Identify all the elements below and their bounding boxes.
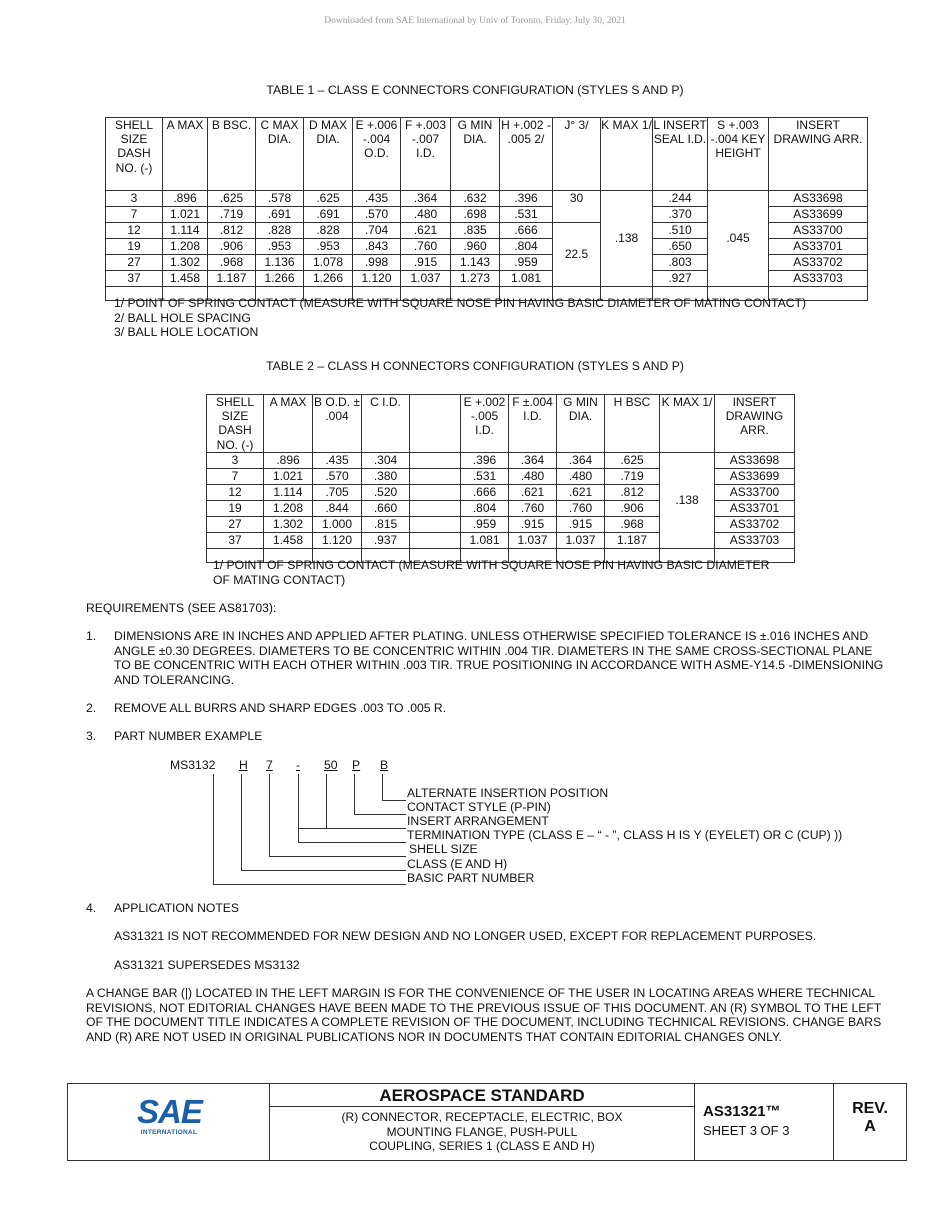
- table2-cell: 19: [207, 500, 264, 516]
- table1-cell: AS33701: [769, 239, 868, 255]
- document-title-line: (R) CONNECTOR, RECEPTACLE, ELECTRIC, BOX: [341, 1110, 623, 1124]
- table1-cell: .650: [653, 239, 708, 255]
- table2-cell: 3: [207, 452, 264, 468]
- table2-header-cell: G MIN DIA.: [557, 395, 605, 453]
- table1-cell: .625: [304, 191, 353, 207]
- table1-cell: .480: [401, 207, 451, 223]
- leader-line: [269, 856, 406, 857]
- requirement-3-number: 3.: [86, 729, 97, 743]
- table2-header-cell: INSERT DRAWING ARR.: [715, 395, 795, 453]
- document-title-line: COUPLING, SERIES 1 (CLASS E AND H): [369, 1139, 595, 1153]
- table1-cell: .968: [208, 255, 256, 271]
- table1-cell: AS33702: [769, 255, 868, 271]
- table2-header-cell: H BSC: [605, 395, 660, 453]
- table2-cell: .396: [461, 452, 509, 468]
- table2-cell: 1.037: [557, 532, 605, 548]
- title-block-rev-cell: [834, 1084, 906, 1160]
- part-label-termination: TERMINATION TYPE (CLASS E – “ - ”, CLASS H IS Y (EYELET) OR C (CUP) )): [407, 828, 843, 842]
- table1-header-cell: SHELL SIZE DASH NO. (-): [106, 118, 163, 191]
- table1-header-cell: F +.003 -.007 I.D.: [401, 118, 451, 191]
- table1-cell: .704: [353, 223, 401, 239]
- table1-title: TABLE 1 – CLASS E CONNECTORS CONFIGURATION (STYLES S AND P): [266, 83, 684, 97]
- table1-cell: .370: [653, 207, 708, 223]
- table1-cell: .927: [653, 271, 708, 287]
- table1-cell: 1.458: [163, 271, 208, 287]
- leader-line: [298, 828, 406, 829]
- table1-cell: 37: [106, 271, 163, 287]
- table2-cell: [410, 532, 461, 548]
- table2-cell: .364: [509, 452, 557, 468]
- table1-cell: 1.114: [163, 223, 208, 239]
- revision-label: REV.: [852, 1100, 888, 1117]
- table1-cell: .510: [653, 223, 708, 239]
- table2-cell: .435: [313, 452, 362, 468]
- table2-cell: 27: [207, 516, 264, 532]
- table1-cell: 1.136: [256, 255, 304, 271]
- leader-line: [326, 774, 327, 829]
- table1-cell: .828: [256, 223, 304, 239]
- table2-cell: [410, 468, 461, 484]
- table1-cell: .666: [500, 223, 553, 239]
- requirement-4-text: APPLICATION NOTES: [114, 901, 240, 915]
- table2-cell: .570: [313, 468, 362, 484]
- table1-k-cell: .138: [601, 191, 653, 287]
- table2-cell: .815: [362, 516, 410, 532]
- table1-cell: 1.273: [451, 271, 500, 287]
- leader-line: [241, 870, 406, 871]
- table2-cell: 1.208: [264, 500, 313, 516]
- part-label-position: ALTERNATE INSERTION POSITION: [407, 786, 609, 800]
- table1-header-cell: B BSC.: [208, 118, 256, 191]
- leader-line: [354, 814, 406, 815]
- table1-cell: 1.187: [208, 271, 256, 287]
- document-title-line: MOUNTING FLANGE, PUSH-PULL: [386, 1124, 578, 1139]
- change-bar-line: REVISIONS, NOT EDITORIAL CHANGES HAVE BEEN MADE TO THE PREVIOUS ISSUE OF THIS DOCUMENT. AN (R) SYMBOL TO THE LEFT: [86, 1000, 882, 1015]
- table2-cell: .666: [461, 484, 509, 500]
- part-label-contact: CONTACT STYLE (P-PIN): [407, 800, 551, 814]
- table2-cell: .959: [461, 516, 509, 532]
- table1-s-cell: .045: [708, 191, 769, 287]
- table1-cell: 1.266: [304, 271, 353, 287]
- table1-cell: AS33700: [769, 223, 868, 239]
- table1-cell: .364: [401, 191, 451, 207]
- table1-cell: .691: [304, 207, 353, 223]
- table1-cell: .804: [500, 239, 553, 255]
- table2-cell: .625: [605, 452, 660, 468]
- table2-cell: .719: [605, 468, 660, 484]
- table2-note: [213, 558, 769, 587]
- leader-line: [241, 774, 242, 871]
- table2-note-line-1: 1/ POINT OF SPRING CONTACT (MEASURE WITH SQUARE NOSE PIN HAVING BASIC DIAMETER: [213, 558, 770, 572]
- requirement-4-number: 4.: [86, 901, 97, 915]
- table2-cell: 37: [207, 532, 264, 548]
- table1-header-cell: K MAX 1/: [601, 118, 653, 191]
- table1-header-cell: D MAX DIA.: [304, 118, 353, 191]
- application-note-1: AS31321 IS NOT RECOMMENDED FOR NEW DESIGN AND NO LONGER USED, EXCEPT FOR REPLACEMENT PURPOSES.: [114, 929, 817, 943]
- table1-header-cell: A MAX: [163, 118, 208, 191]
- table2-cell: 1.187: [605, 532, 660, 548]
- part-label-basic: BASIC PART NUMBER: [407, 871, 535, 885]
- leader-line: [269, 774, 270, 857]
- table2-cell: 12: [207, 484, 264, 500]
- table1-cell: .998: [353, 255, 401, 271]
- table2-cell: .760: [509, 500, 557, 516]
- table2-cell: AS33703: [715, 532, 795, 548]
- table1-cell: .843: [353, 239, 401, 255]
- table2-cell: .812: [605, 484, 660, 500]
- sheet-number: SHEET 3 OF 3: [703, 1123, 790, 1138]
- table2-cell: 1.458: [264, 532, 313, 548]
- sae-logo-mark: SAE: [137, 1093, 202, 1130]
- download-watermark: Downloaded from SAE International by Univ of Toronto, Friday, July 30, 2021: [324, 16, 626, 26]
- revision-value: A: [864, 1118, 876, 1135]
- standard-heading: AEROSPACE STANDARD: [270, 1084, 694, 1107]
- table1-cell: .621: [401, 223, 451, 239]
- requirement-1-line: DIMENSIONS ARE IN INCHES AND APPLIED AFTER PLATING. UNLESS OTHERWISE SPECIFIED TOLERANCE IS ±.016 INCHES AND: [114, 629, 869, 643]
- title-block-logo-cell: [68, 1084, 270, 1160]
- table1: [105, 117, 868, 301]
- table2-cell: .844: [313, 500, 362, 516]
- change-bar-line: AND (R) ARE NOT USED IN ORIGINAL PUBLICATIONS NOR IN DOCUMENTS THAT CONTAIN EDITORIAL CHANGES ONLY.: [86, 1029, 782, 1044]
- table1-cell: AS33703: [769, 271, 868, 287]
- table1-cell: .953: [304, 239, 353, 255]
- table1-header-cell: J° 3/: [553, 118, 601, 191]
- table2-cell: 1.037: [509, 532, 557, 548]
- table2-cell: .906: [605, 500, 660, 516]
- part-label-shell-size: SHELL SIZE: [409, 842, 478, 856]
- table1-note-1: 1/ POINT OF SPRING CONTACT (MEASURE WITH SQUARE NOSE PIN HAVING BASIC DIAMETER OF MATING CONTACT): [114, 296, 807, 310]
- table2-cell: .520: [362, 484, 410, 500]
- requirement-1-line: ANGLE ±0.30 DEGREES. DIAMETERS TO BE CONCENTRIC WITHIN .004 TIR. DIAMETERS IN THE SAME CROSS-SECTIONAL PLANE: [114, 643, 873, 658]
- table1-header-cell: G MIN DIA.: [451, 118, 500, 191]
- document-title: [270, 1110, 694, 1154]
- table2-cell: .480: [509, 468, 557, 484]
- application-note-2: AS31321 SUPERSEDES MS3132: [114, 958, 300, 972]
- table1-j-cell: 30: [553, 191, 601, 207]
- table2-header-cell: K MAX 1/: [660, 395, 715, 453]
- leader-line: [382, 800, 406, 801]
- table2-header-cell: F ±.004 I.D.: [509, 395, 557, 453]
- sae-logo-subtext: INTERNATIONAL: [140, 1129, 198, 1136]
- table2-cell: .480: [557, 468, 605, 484]
- leader-line: [213, 884, 406, 885]
- table1-cell: .396: [500, 191, 553, 207]
- change-bar-line: A CHANGE BAR (|) LOCATED IN THE LEFT MARGIN IS FOR THE CONVENIENCE OF THE USER IN LOCATING AREAS WHERE TECHNICAL: [86, 986, 876, 1000]
- part-prefix: MS3132: [170, 758, 216, 772]
- part-code-contact: P: [352, 758, 361, 772]
- table2-cell: .531: [461, 468, 509, 484]
- table2-cell: .304: [362, 452, 410, 468]
- table-row: [207, 452, 795, 468]
- table1-cell: 1.081: [500, 271, 553, 287]
- table1-cell: .812: [208, 223, 256, 239]
- table1-cell: .953: [256, 239, 304, 255]
- table2-header-cell: E +.002 -.005 I.D.: [461, 395, 509, 453]
- table1-cell: 1.078: [304, 255, 353, 271]
- table1-header-cell: INSERT DRAWING ARR.: [769, 118, 868, 191]
- table1-header-cell: S +.003 -.004 KEY HEIGHT: [708, 118, 769, 191]
- table1-cell: 19: [106, 239, 163, 255]
- part-label-insert: INSERT ARRANGEMENT: [407, 814, 549, 828]
- table1-cell: AS33699: [769, 207, 868, 223]
- table2-cell: .915: [557, 516, 605, 532]
- part-code-shell-size: 7: [266, 758, 273, 772]
- title-block-number-cell: [695, 1084, 834, 1160]
- table2-cell: [410, 516, 461, 532]
- leader-line: [298, 842, 406, 843]
- table2-cell: AS33698: [715, 452, 795, 468]
- table2-header-cell: SHELL SIZE DASH NO. (-): [207, 395, 264, 453]
- table1-header-cell: C MAX DIA.: [256, 118, 304, 191]
- title-block: [67, 1083, 907, 1161]
- table2-cell: .968: [605, 516, 660, 532]
- table1-cell: .896: [163, 191, 208, 207]
- table1-cell: .570: [353, 207, 401, 223]
- requirement-number: 1.: [86, 629, 97, 643]
- table2-header-cell: A MAX: [264, 395, 313, 453]
- table2-cell: .705: [313, 484, 362, 500]
- table2-cell: [410, 452, 461, 468]
- table1-cell: 1.302: [163, 255, 208, 271]
- table1-cell: .691: [256, 207, 304, 223]
- table2-cell: .621: [557, 484, 605, 500]
- table2-cell: AS33702: [715, 516, 795, 532]
- table1-cell: .632: [451, 191, 500, 207]
- table2-cell: .621: [509, 484, 557, 500]
- requirement-1-line: TO BE CONCENTRIC WITH EACH OTHER WITHIN .003 TIR. TRUE POSITIONING IN ACCORDANCE WITH ASME-Y14.5 -DIMENSIONING: [114, 658, 884, 673]
- table2-cell: .380: [362, 468, 410, 484]
- requirement-3-text: PART NUMBER EXAMPLE: [114, 729, 263, 743]
- table1-cell: 1.120: [353, 271, 401, 287]
- table2-cell: 1.081: [461, 532, 509, 548]
- table1-notes: [114, 296, 806, 340]
- table1-header-cell: E +.006 -.004 O.D.: [353, 118, 401, 191]
- table1-cell: .959: [500, 255, 553, 271]
- table2-cell: [410, 484, 461, 500]
- leader-line: [298, 774, 299, 843]
- table2-header-cell: C I.D.: [362, 395, 410, 453]
- sae-logo: [137, 1093, 202, 1136]
- part-label-class: CLASS (E AND H): [407, 857, 508, 871]
- table1-cell: 3: [106, 191, 163, 207]
- table1-note-2: 2/ BALL HOLE SPACING: [114, 310, 251, 325]
- table1-cell: .760: [401, 239, 451, 255]
- requirement-2-number: 2.: [86, 701, 97, 715]
- leader-line: [354, 774, 355, 815]
- leader-line: [382, 774, 383, 801]
- table1-cell: 1.037: [401, 271, 451, 287]
- table2-cell: 1.000: [313, 516, 362, 532]
- table1-cell: .960: [451, 239, 500, 255]
- table1-cell: 7: [106, 207, 163, 223]
- requirement-1-line: AND TOLERANCING.: [114, 672, 235, 687]
- table1-cell: .698: [451, 207, 500, 223]
- table1-j-cell: 22.5: [553, 223, 601, 287]
- requirement-2-text: REMOVE ALL BURRS AND SHARP EDGES .003 TO .005 R.: [114, 701, 447, 715]
- table1-cell: 1.143: [451, 255, 500, 271]
- title-block-title-cell: [270, 1084, 695, 1160]
- part-code-position: B: [380, 758, 389, 772]
- table1-note-3: 3/ BALL HOLE LOCATION: [114, 325, 259, 339]
- table2-cell: .937: [362, 532, 410, 548]
- part-code-class: H: [239, 758, 248, 772]
- table2: [206, 394, 795, 563]
- requirement-1-text: [114, 629, 914, 687]
- leader-line: [213, 774, 214, 885]
- table2-cell: 1.021: [264, 468, 313, 484]
- table2-cell: [410, 500, 461, 516]
- table2-header-cell: [410, 395, 461, 453]
- table1-j-cell: [553, 207, 601, 223]
- table2-cell: AS33701: [715, 500, 795, 516]
- document-number: AS31321™: [703, 1103, 781, 1120]
- table1-cell: .531: [500, 207, 553, 223]
- table1-cell: .906: [208, 239, 256, 255]
- table1-cell: .915: [401, 255, 451, 271]
- part-code-termination: -: [296, 758, 301, 772]
- table1-cell: .625: [208, 191, 256, 207]
- table1-cell: .719: [208, 207, 256, 223]
- table1-cell: 27: [106, 255, 163, 271]
- table2-cell: 1.120: [313, 532, 362, 548]
- change-bar-notice: [86, 986, 916, 1044]
- table1-cell: .244: [653, 191, 708, 207]
- table1-cell: .828: [304, 223, 353, 239]
- table2-cell: .804: [461, 500, 509, 516]
- table-row: [106, 191, 868, 207]
- part-code-insert: 50: [324, 758, 338, 772]
- table2-title: TABLE 2 – CLASS H CONNECTORS CONFIGURATION (STYLES S AND P): [266, 359, 684, 373]
- table1-cell: 1.021: [163, 207, 208, 223]
- table1-cell: 1.266: [256, 271, 304, 287]
- table2-cell: .660: [362, 500, 410, 516]
- table1-cell: 12: [106, 223, 163, 239]
- table2-cell: 7: [207, 468, 264, 484]
- requirement-1: [86, 629, 114, 644]
- table1-cell: .435: [353, 191, 401, 207]
- table1-cell: AS33698: [769, 191, 868, 207]
- table2-cell: .896: [264, 452, 313, 468]
- table2-cell: 1.302: [264, 516, 313, 532]
- table2-k-cell: .138: [660, 452, 715, 548]
- table2-cell: AS33700: [715, 484, 795, 500]
- requirements-heading: REQUIREMENTS (SEE AS81703):: [86, 601, 277, 615]
- table2-cell: AS33699: [715, 468, 795, 484]
- table1-header-cell: L INSERT SEAL I.D.: [653, 118, 708, 191]
- table2-cell: 1.114: [264, 484, 313, 500]
- table1-cell: 1.208: [163, 239, 208, 255]
- table1-cell: .803: [653, 255, 708, 271]
- table2-header-cell: B O.D. ± .004: [313, 395, 362, 453]
- change-bar-line: OF THE DOCUMENT TITLE INDICATES A COMPLETE REVISION OF THE DOCUMENT, INCLUDING TECHNICAL REVISIONS. CHANGE BARS: [86, 1015, 882, 1030]
- table2-cell: .915: [509, 516, 557, 532]
- table2-note-line-2: OF MATING CONTACT): [213, 572, 346, 587]
- table1-cell: .835: [451, 223, 500, 239]
- table2-cell: .760: [557, 500, 605, 516]
- table2-cell: .364: [557, 452, 605, 468]
- table1-cell: .578: [256, 191, 304, 207]
- table1-header-cell: H +.002 - .005 2/: [500, 118, 553, 191]
